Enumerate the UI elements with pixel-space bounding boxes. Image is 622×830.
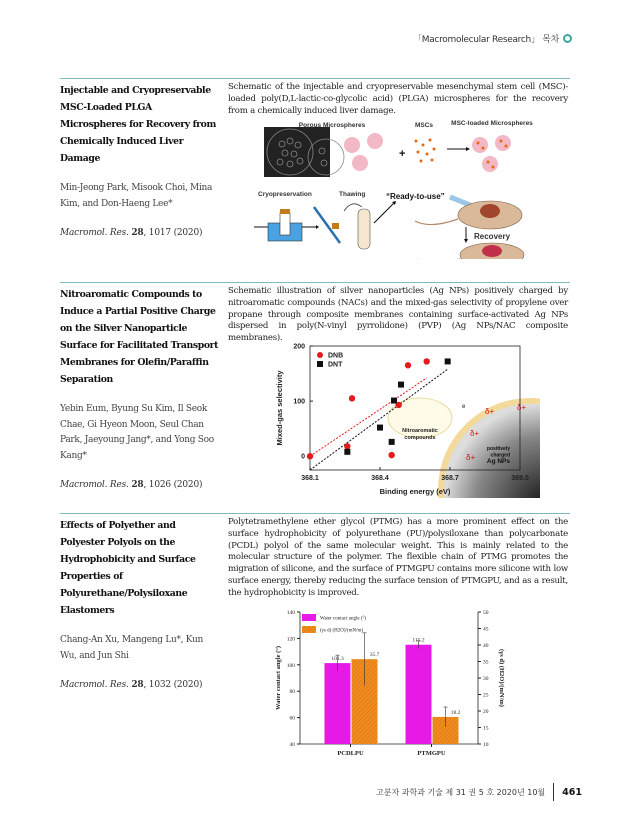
y-tick-label: 100 bbox=[293, 398, 305, 406]
plus-sign: + bbox=[399, 148, 406, 160]
label-cryo: Cryopreservation bbox=[258, 191, 312, 198]
data-point-dnb bbox=[349, 395, 355, 401]
y2-tick-label: 10 bbox=[483, 742, 489, 748]
data-point-dnt bbox=[389, 439, 395, 445]
citation-pages: , 1032 (2020) bbox=[143, 680, 203, 690]
bar-contact-angle bbox=[406, 645, 432, 744]
x-tick-label: 369.0 bbox=[511, 475, 529, 482]
legend-marker bbox=[317, 352, 323, 358]
legend-label: DNB bbox=[328, 352, 344, 360]
x-tick-label: 368.4 bbox=[371, 475, 389, 482]
delta-plus-label: δ+ bbox=[517, 403, 527, 412]
chart-selectivity bbox=[270, 338, 540, 498]
compounds-label: Nitroaromatic bbox=[402, 428, 438, 434]
legend-swatch bbox=[302, 614, 316, 621]
article-citation bbox=[60, 228, 220, 238]
particle-label: positively bbox=[486, 446, 510, 452]
citation-pages: , 1026 (2020) bbox=[143, 480, 203, 490]
article-1 bbox=[60, 78, 570, 263]
footer-divider bbox=[553, 783, 554, 801]
article-citation bbox=[60, 480, 220, 490]
x-tick-label: 368.1 bbox=[301, 475, 319, 482]
journal-info: 고분자 과학과 기술 제 31 권 5 호 2020년 10월 bbox=[375, 787, 546, 797]
article-abstract: Schematic illustration of silver nanoparticles (Ag NPs) positively charged by nitroaromatic compounds (NACs) and the mixed-gas selectivity of propylene over propane through composite membranes containing surface-activated Ag NPs dispersed in poly(N-vinyl pyrrolidone) (PVP) (Ag NPs/NAC composite membranes). bbox=[228, 286, 568, 344]
article-authors: Min-Jeong Park, Misook Choi, Mina Kim, and Don-Haeng Lee* bbox=[60, 183, 213, 209]
citation-volume: 28 bbox=[131, 680, 144, 690]
y-tick-label: 200 bbox=[293, 343, 305, 351]
citation-journal: Macromol. Res. bbox=[60, 480, 129, 490]
x-axis-label: Binding energy (eV) bbox=[379, 487, 451, 496]
compounds-label: compounds bbox=[404, 435, 436, 441]
article-abstract: Schematic of the injectable and cryopreservable mesenchymal stem cell (MSC)-loaded poly(D,L-lactic-co-glycolic acid) (PLGA) microspheres for the recovery from a chemically induced liver damage. bbox=[228, 82, 568, 116]
delta-plus-label: δ+ bbox=[485, 407, 495, 416]
data-label: 115.2 bbox=[412, 637, 425, 644]
data-point-dnt bbox=[391, 398, 397, 404]
y-axis-label: Mixed-gas selectivity bbox=[275, 370, 284, 446]
particle-label: charged bbox=[490, 452, 510, 459]
label-loaded: MSC-loaded Microspheres bbox=[451, 120, 533, 127]
article-abstract: Polytetramethylene ether glycol (PTMG) has a more prominent effect on the surface hydrophobicity of polyurethane (PU)/polysiloxane than polycarbonate (PCDL) polyol of the same molecular weight. This is mainly related to the molecular structure of the polymer. The flexible chain of PTMG promotes the migration of silicone, and the surface of PTMGPU contains more silicone with low surface energy, thereby reducing the surface tension of PTMGPU, and as a result, the hydrophobicity is improved. bbox=[228, 517, 568, 598]
citation-volume: 28 bbox=[131, 480, 144, 490]
article-authors: Chang-An Xu, Mangeng Lu*, Kun Wu, and Jun Shi bbox=[60, 635, 204, 661]
y-tick-label: 140 bbox=[286, 610, 295, 616]
y2-tick-label: 50 bbox=[483, 610, 489, 616]
legend-label: (γs d) (H2O)/(mN/m) bbox=[320, 628, 364, 634]
bar-contact-angle bbox=[325, 663, 351, 744]
figure-msc-schematic bbox=[240, 119, 570, 259]
citation-pages: , 1017 (2020) bbox=[143, 228, 203, 238]
article-title[interactable]: Nitroaromatic Compounds to Induce a Partial Positive Charge on the Silver Nanoparticle Surface for Facilitated Transport Membranes for Olefin/Paraffin Separation bbox=[60, 289, 219, 385]
data-point-dnb bbox=[423, 358, 429, 364]
citation-journal: Macromol. Res. bbox=[60, 228, 129, 238]
page-number: 461 bbox=[562, 786, 582, 798]
y2-tick-label: 35 bbox=[483, 659, 489, 666]
data-point-dnt bbox=[344, 449, 350, 455]
y2-tick-label: 20 bbox=[483, 709, 489, 715]
data-point-dnt bbox=[398, 382, 404, 388]
y-tick-label: 60 bbox=[289, 715, 295, 722]
label-thawing: Thawing bbox=[339, 191, 366, 198]
y-axis-label: Water contact angle (°) bbox=[275, 645, 282, 711]
citation-journal: Macromol. Res. bbox=[60, 680, 129, 690]
article-3 bbox=[60, 513, 570, 763]
y2-tick-label: 15 bbox=[483, 725, 489, 732]
article-title[interactable]: Effects of Polyether and Polyester Polyols on the Hydrophobicity and Surface Properties of Polyurethane/Polysiloxane Elastomers bbox=[60, 520, 196, 616]
y2-tick-label: 45 bbox=[483, 626, 489, 633]
y2-tick-label: 25 bbox=[483, 692, 489, 699]
loaded-microspheres bbox=[472, 135, 511, 172]
rat-illustration bbox=[415, 201, 524, 259]
x-tick-label: 368.7 bbox=[441, 475, 459, 482]
chart-contact-angle bbox=[270, 606, 510, 766]
data-point-dnb bbox=[344, 443, 350, 449]
y2-axis-label: (γs d) (H2O)/(mN/m) bbox=[498, 649, 505, 707]
y-tick-label: 120 bbox=[286, 636, 295, 643]
y2-tick-label: 30 bbox=[483, 676, 489, 682]
delta-plus-label: δ+ bbox=[470, 429, 480, 438]
data-point-dnb bbox=[307, 453, 313, 459]
electron-label: e bbox=[462, 404, 466, 410]
article-citation bbox=[60, 680, 220, 690]
legend-label: Water contact angle (°) bbox=[320, 616, 367, 622]
article-2 bbox=[60, 282, 570, 507]
data-label: 35.7 bbox=[369, 652, 380, 659]
y-tick-label: 100 bbox=[286, 662, 295, 669]
data-point-dnt bbox=[445, 358, 451, 364]
y-tick-label: 0 bbox=[301, 453, 305, 461]
particle-label: Ag NPs bbox=[486, 458, 510, 465]
y-tick-label: 80 bbox=[289, 689, 295, 696]
label-porous: Porous Microspheres bbox=[298, 122, 366, 129]
label-recovery: Recovery bbox=[474, 232, 511, 241]
legend-label: DNT bbox=[328, 361, 343, 369]
article-title[interactable]: Injectable and Cryopreservable MSC-Loaded PLGA Microspheres for Recovery from Chemically Induced Liver Damage bbox=[60, 85, 216, 164]
page-footer bbox=[376, 783, 582, 801]
citation-volume: 28 bbox=[131, 228, 144, 238]
page-header bbox=[413, 32, 572, 45]
delta-plus-label: δ+ bbox=[466, 453, 476, 462]
data-label: 101.3 bbox=[331, 656, 344, 663]
label-mscs: MSCs bbox=[414, 122, 434, 129]
data-point-dnb bbox=[405, 362, 411, 368]
legend-marker bbox=[317, 361, 323, 367]
legend-swatch bbox=[302, 626, 316, 633]
header-title: 「Macromolecular Research」 목차 bbox=[413, 35, 559, 45]
ring-icon bbox=[563, 34, 572, 43]
data-point-dnb bbox=[388, 452, 394, 458]
label-ready: “Ready-to-use” bbox=[386, 192, 445, 201]
porous-microspheres bbox=[344, 133, 383, 171]
y-tick-label: 40 bbox=[289, 742, 295, 748]
data-point-dnt bbox=[377, 425, 383, 431]
article-authors: Yebin Eum, Byung Su Kim, Il Seok Chae, Gi Hyeon Moon, Seul Chan Park, Jaeyoung Jang*, and Yong Soo Kang* bbox=[60, 404, 214, 461]
mscs-dots bbox=[415, 139, 436, 163]
x-tick-label: PCDLPU bbox=[337, 750, 364, 757]
data-label: 18.2 bbox=[450, 709, 461, 716]
y2-tick-label: 40 bbox=[483, 643, 489, 649]
x-tick-label: PTMGPU bbox=[417, 750, 446, 757]
sem-image bbox=[264, 127, 330, 177]
